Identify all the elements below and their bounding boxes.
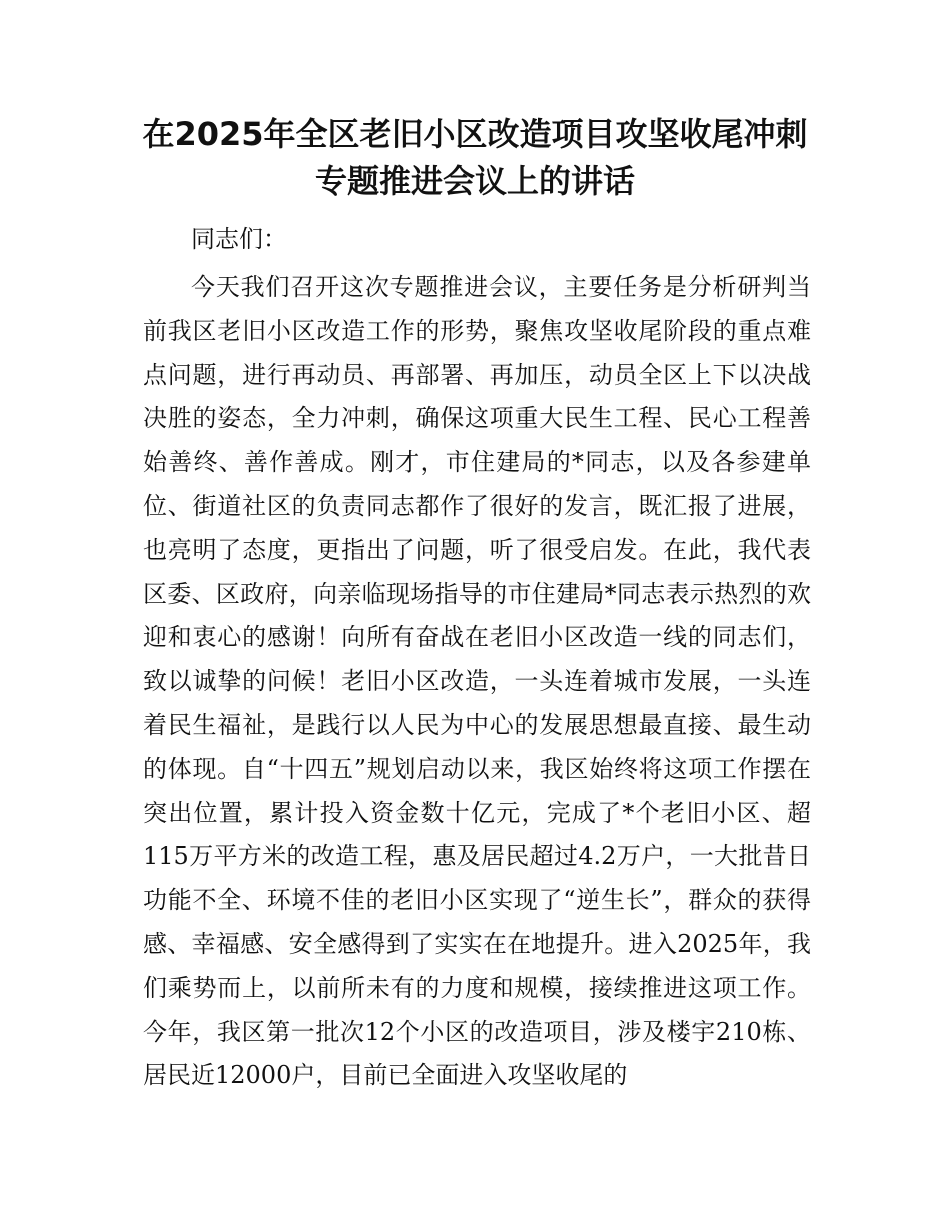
salutation: 同志们：: [191, 225, 287, 253]
document-title-line-1: 在2025年全区老旧小区改造项目攻坚收尾冲刺: [142, 115, 808, 153]
body-paragraph: 今天我们召开这次专题推进会议，主要任务是分析研判当前我区老旧小区改造工作的形势，聚焦攻坚收尾阶段的重点难点问题，进行再动员、再部署、再加压，动员全区上下以决战决胜的姿态，全力冲刺，确保这项重大民生工程、民心工程善始善终、善作善成。刚才，市住建局的*同志，以及各参建单位、街道社区的负责同志都作了很好的发言，既汇报了进展，也亮明了态度，更指出了问题，听了很受启发。在此，我代表区委、区政府，向亲临现场指导的市住建局*同志表示热烈的欢迎和衷心的感谢！向所有奋战在老旧小区改造一线的同志们，致以诚挚的问候！老旧小区改造，一头连着城市发展，一头连着民生福祉，是践行以人民为中心的发展思想最直接、最生动的体现。自“十四五”规划启动以来，我区始终将这项工作摆在突出位置，累计投入资金数十亿元，完成了*个老旧小区、超115万平方米的改造工程，惠及居民超过4.2万户，一大批昔日功能不全、环境不佳的老旧小区实现了“逆生长”，群众的获得感、幸福感、安全感得到了实实在在地提升。进入2025年，我们乘势而上，以前所未有的力度和规模，接续推进这项工作。今年，我区第一批次12个小区的改造项目，涉及楼宇210栋、居民近12000户，目前已全面进入攻坚收尾的: [143, 273, 811, 1090]
document-title-line-2: 专题推进会议上的讲话: [314, 162, 635, 200]
